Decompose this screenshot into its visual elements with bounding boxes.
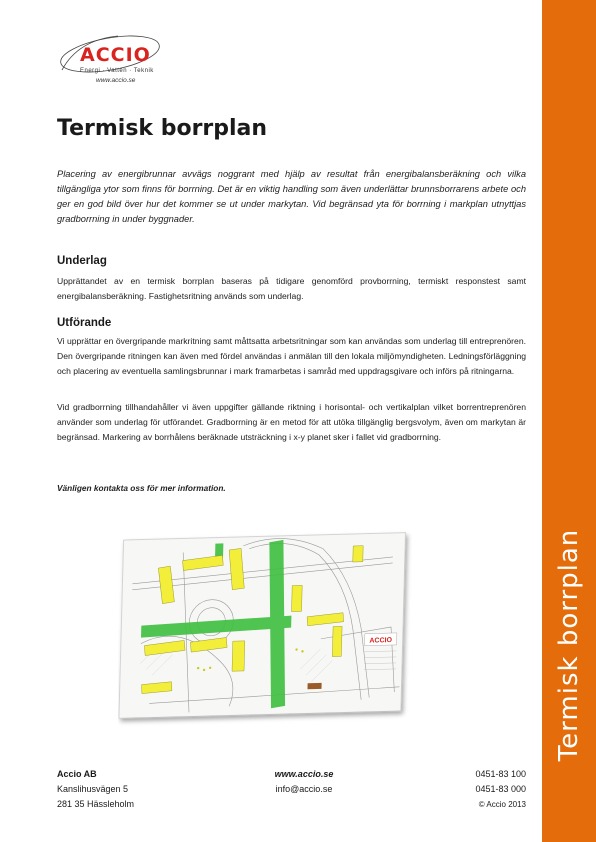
logo-url: www.accio.se — [96, 77, 136, 84]
footer-company: Accio AB — [57, 769, 97, 779]
footer-email-link[interactable]: info@accio.se — [275, 784, 333, 794]
section-paragraph: Vi upprättar en övergripande markritning samt måttsatta arbetsritningar som kan användas som underlag till entreprenören. Den övergripande ritningen kan även med fördel användas i anmälan till den lokala miljömyndigheten. Ledningsförläggning och placering av eventuella samlingsbrunnar i mark framarbetas i samråd med uppdragsgivare och införs på ritningarna. — [57, 336, 526, 376]
footer-street: Kanslihusvägen 5 — [57, 784, 129, 794]
footer-phone-2: 0451-83 000 — [475, 784, 526, 794]
footer-web-link[interactable]: www.accio.se — [274, 769, 334, 779]
footer-phones — [440, 767, 526, 812]
section-paragraph: Vid gradborrning tillhandahåller vi även uppgifter gällande riktning i horisontal- och vertikalplan vilket borrentreprenören använder som underlag för utförandet. Gradborrning är en metod för att utöka tillgänglig bergsvolym, även om markytan är begränsad. Markering av borrhålens beräknade utsträckning i x-y planet sker i fallet vid gradborrning. — [57, 402, 526, 442]
footer-web — [264, 767, 344, 797]
logo-tagline: Energi · Vatten · Teknik — [80, 68, 154, 74]
footer-address — [57, 767, 134, 812]
borehole-site-plan-image — [118, 516, 414, 730]
sidebar-title: Termisk borrplan — [554, 528, 584, 762]
section-paragraph: Upprättandet av en termisk borrplan baseras på tidigare genomförd provborrning, termiskt responstest samt energibalansberäkning. Fastighetsritning används som underlag. — [57, 276, 526, 301]
accio-logo — [58, 30, 173, 100]
logo-wordmark: ACCIO — [80, 44, 151, 66]
page-title: Termisk borrplan — [57, 116, 268, 141]
footer-city: 281 35 Hässleholm — [57, 799, 135, 809]
section-heading-utforande: Utförande — [57, 317, 112, 329]
footer-copyright: © Accio 2013 — [478, 800, 526, 809]
contact-note: Vänligen kontakta oss för mer information. — [57, 483, 226, 493]
map-stamp: ACCIO — [369, 637, 393, 645]
section-heading-underlag: Underlag — [57, 255, 107, 267]
footer-phone-1: 0451-83 100 — [475, 769, 526, 779]
intro-text: Placering av energibrunnar avvägs noggrant med hjälp av resultat från energibalansberäkning och vilka tillgängliga ytor som finns för borrning. Det är en viktig handling som även underlättar brunnsborrarens arbete och ger en god bild över hur det kommer se ut under markytan. Vid begränsad yta för borrning i markplan utnyttjas gradborrning in under byggnader. — [57, 169, 526, 224]
